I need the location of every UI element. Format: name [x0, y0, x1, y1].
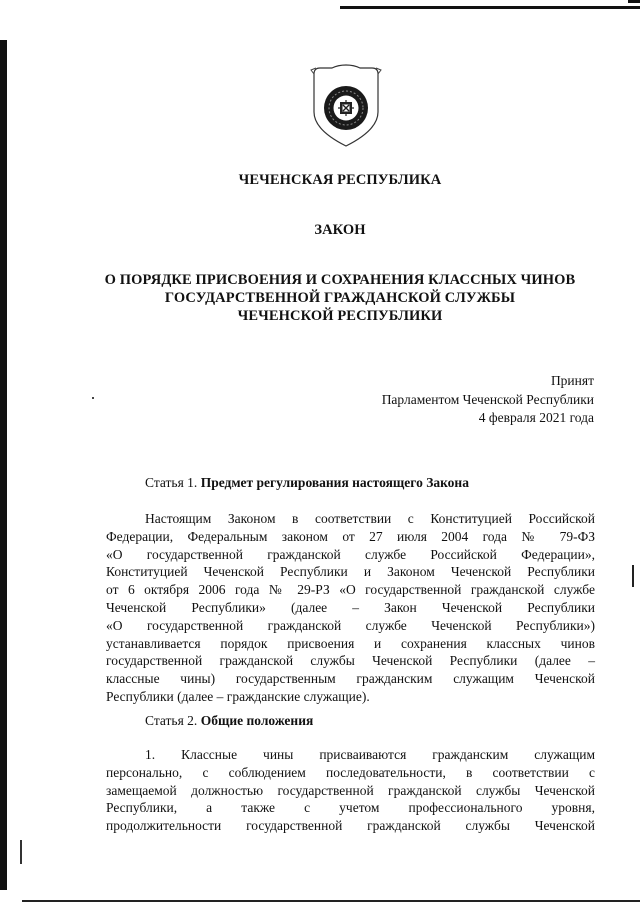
body-line: устанавливается порядок присвоения и сохранения классных чинов [106, 635, 595, 651]
scan-border-left [0, 40, 7, 890]
adoption-line: Парламентом Чеченской Республики [381, 391, 594, 407]
article-2-body [106, 746, 595, 835]
scan-border-top-right [628, 0, 640, 3]
article-1-title: Предмет регулирования настоящего Закона [200, 475, 469, 490]
adoption-line: Принят [550, 373, 594, 388]
article-2-prefix: Статья 2. [145, 713, 201, 728]
scan-border-top [340, 6, 640, 9]
body-line: Республики, а также с учетом профессионального уровня, [106, 800, 595, 816]
scan-speck [92, 397, 94, 399]
law-title-line: О ПОРЯДКЕ ПРИСВОЕНИЯ И СОХРАНЕНИЯ КЛАССНЫХ ЧИНОВ [104, 272, 576, 288]
body-line: Республики (далее – гражданские служащие). [106, 688, 370, 704]
scan-border-bottom [22, 900, 640, 902]
coat-of-arms-icon [308, 64, 384, 148]
article-1-body [106, 510, 595, 706]
body-line: Настоящим Законом в соответствии с Конституцией Российской [145, 511, 595, 526]
article-2-title: Общие положения [200, 713, 314, 728]
law-title-line: ЧЕЧЕНСКОЙ РЕСПУБЛИКИ [237, 308, 443, 324]
body-line: 1. Классные чины присваиваются гражданским служащим [145, 747, 595, 762]
body-line: «О государственной гражданской службе Российской Федерации», [106, 546, 595, 562]
body-line: классные чины) государственным гражданским служащим Чеченской [106, 671, 595, 687]
body-line: от 6 октября 2006 года № 29-РЗ «О государственной гражданской службе [106, 582, 595, 598]
article-2-heading [145, 712, 313, 730]
republic-heading: ЧЕЧЕНСКАЯ РЕСПУБЛИКА [238, 172, 442, 188]
body-line: замещаемой должностью государственной гражданской службы Чеченской [106, 782, 595, 798]
body-line: «О государственной гражданской службе Чеченской Республики») [106, 617, 595, 633]
scan-mark-right [632, 565, 634, 587]
adoption-block [382, 372, 594, 428]
body-line: Федерации, Федеральным законом от 27 июля 2004 года № 79-ФЗ [106, 528, 595, 544]
article-1-heading [145, 474, 469, 492]
law-title-line: ГОСУДАРСТВЕННОЙ ГРАЖДАНСКОЙ СЛУЖБЫ [164, 290, 516, 306]
law-title [20, 271, 640, 325]
scan-mark-left [20, 840, 22, 864]
body-line: персонально, с соблюдением последовательности, в соответствии с [106, 764, 595, 780]
adoption-date: 4 февраля 2021 года [478, 410, 594, 425]
body-line: Конституцией Чеченской Республики и Законом Чеченской Республики [106, 564, 595, 580]
body-line: Чеченской Республики» (далее – Закон Чеченской Республики [106, 599, 595, 615]
body-line: продолжительности государственной гражданской службы Чеченской [106, 818, 595, 834]
body-line: государственной гражданской службы Чеченской Республики (далее – [106, 653, 595, 669]
coat-of-arms-emblem [308, 64, 384, 148]
article-1-prefix: Статья 1. [145, 475, 201, 490]
law-heading: ЗАКОН [314, 222, 366, 238]
